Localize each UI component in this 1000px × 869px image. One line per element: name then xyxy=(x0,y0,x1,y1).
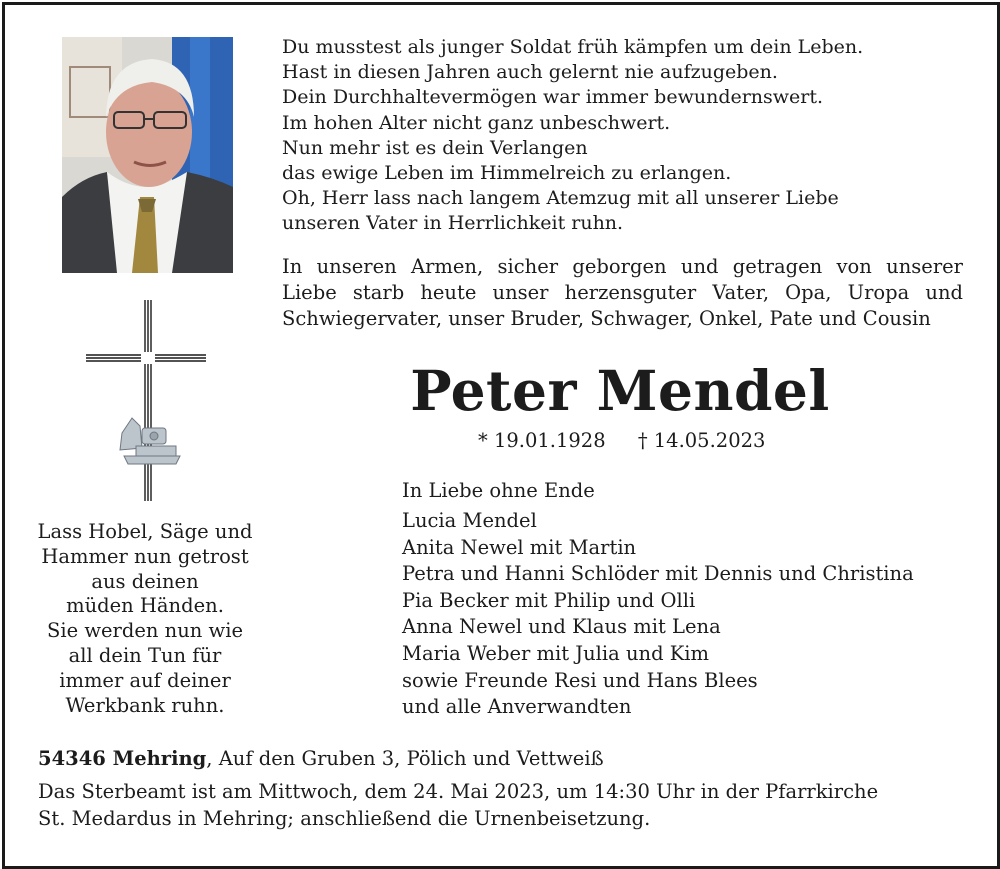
verse xyxy=(30,520,260,718)
death-date: † 14.05.2023 xyxy=(637,429,766,452)
poem-line: Oh, Herr lass nach langem Atemzug mit all unserer Liebe xyxy=(282,187,839,210)
portrait-image xyxy=(62,37,233,273)
portrait-photo xyxy=(62,37,233,273)
service-info xyxy=(38,778,878,832)
mourner-entry: Petra und Hanni Schlöder mit Dennis und Christina xyxy=(402,562,914,586)
cross-tools-icon xyxy=(84,298,208,503)
mourners-lead: In Liebe ohne Ende xyxy=(402,479,595,502)
poem-line: unseren Vater in Herrlichkeit ruhn. xyxy=(282,212,624,235)
mourner-entry: und alle Anverwandten xyxy=(402,695,632,719)
poem-line: Dein Durchhaltevermögen war immer bewundernswert. xyxy=(282,86,824,109)
poem-line: Im hohen Alter nicht ganz unbeschwert. xyxy=(282,111,671,134)
mourner-entry: Maria Weber mit Julia und Kim xyxy=(402,641,710,665)
mourner-entry: Anita Newel mit Martin xyxy=(402,535,637,559)
mourners-list xyxy=(402,508,914,721)
mourner-entry: Anna Newel und Klaus mit Lena xyxy=(402,615,721,639)
poem-line: Hast in diesen Jahren auch gelernt nie aufzugeben. xyxy=(282,61,778,84)
intro-line: Schwiegervater, unser Bruder, Schwager, Onkel, Pate und Cousin xyxy=(282,307,931,330)
birth-date: * 19.01.1928 xyxy=(478,429,606,452)
mourner-entry: Lucia Mendel xyxy=(402,509,537,532)
deceased-name: Peter Mendel xyxy=(410,358,830,423)
address xyxy=(38,747,604,770)
poem xyxy=(282,35,982,237)
poem-line: Du musstest als junger Soldat früh kämpfen um dein Leben. xyxy=(282,36,864,58)
intro-line: In unseren Armen, sicher geborgen und getragen von unserer xyxy=(282,255,963,278)
mourner-entry: Pia Becker mit Philip und Olli xyxy=(402,588,696,612)
mourner-entry: sowie Freunde Resi und Hans Blees xyxy=(402,668,758,692)
verse-line: Sie werden nun wie xyxy=(46,619,243,643)
death-symbol: † xyxy=(637,429,648,452)
intro-text xyxy=(282,254,963,332)
intro-line: Liebe starb heute unser herzensguter Vater, Opa, Uropa und xyxy=(282,281,963,304)
verse-line: Lass Hobel, Säge und xyxy=(37,520,253,543)
poem-line: Nun mehr ist es dein Verlangen xyxy=(282,136,588,159)
verse-line: aus deinen xyxy=(91,569,199,593)
verse-line: Werkbank ruhn. xyxy=(65,693,225,717)
life-dates xyxy=(478,429,765,452)
address-rest: , Auf den Gruben 3, Pölich und Vettweiß xyxy=(206,747,604,770)
service-line: Das Sterbeamt ist am Mittwoch, dem 24. Mai 2023, um 14:30 Uhr in der Pfarrkirche xyxy=(38,780,879,803)
postcode-city: 54346 Mehring xyxy=(38,747,207,770)
service-line: St. Medardus in Mehring; anschließend die Urnenbeisetzung. xyxy=(38,807,651,830)
verse-line: all dein Tun für xyxy=(68,643,222,667)
poem-line: das ewige Leben im Himmelreich zu erlangen. xyxy=(282,162,732,185)
verse-line: Hammer nun getrost xyxy=(41,544,249,568)
verse-line: immer auf deiner xyxy=(59,668,231,692)
verse-line: müden Händen. xyxy=(66,594,224,618)
birth-symbol: * xyxy=(478,429,488,452)
